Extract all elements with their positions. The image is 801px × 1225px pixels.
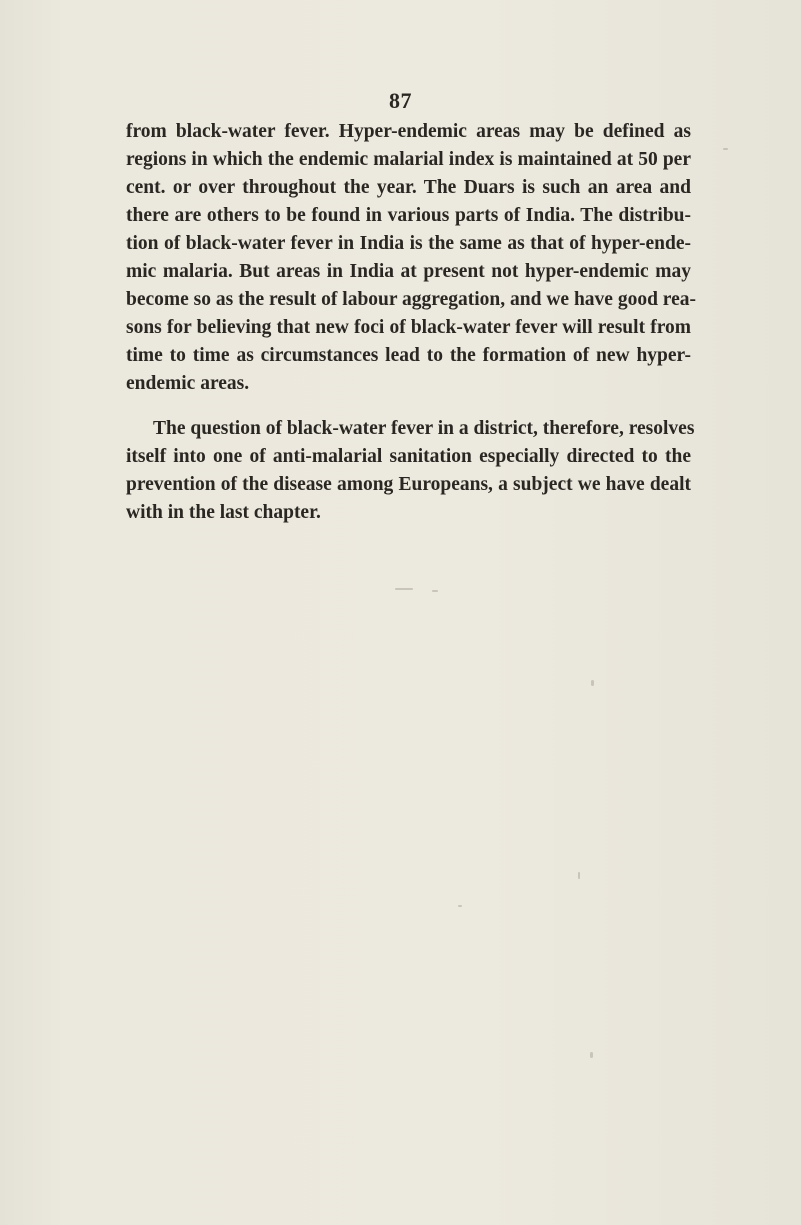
text-line: time to time as circumstances lead to the formation of new hyper- xyxy=(126,345,691,366)
text-line: regions in which the endemic malarial index is maintained at 50 per xyxy=(126,149,691,170)
print-smudge xyxy=(590,1052,593,1058)
print-smudge xyxy=(591,680,594,686)
text-line: become so as the result of labour aggregation, and we have good rea- xyxy=(126,289,696,310)
page-number: 87 xyxy=(389,88,412,113)
text-line: with in the last chapter. xyxy=(126,502,321,523)
text-line: endemic areas. xyxy=(126,373,250,394)
print-smudge xyxy=(578,872,580,879)
text-line: there are others to be found in various parts of India. The distribu- xyxy=(126,205,691,226)
text-line: itself into one of anti-malarial sanitation especially directed to the xyxy=(126,446,691,467)
text-line: from black-water fever. Hyper-endemic areas may be defined as xyxy=(126,121,691,142)
print-smudge xyxy=(432,590,438,592)
print-smudge xyxy=(723,148,728,150)
text-line: sons for believing that new foci of black-water fever will result from xyxy=(126,317,691,338)
text-line: tion of black-water fever in India is the same as that of hyper-ende- xyxy=(126,233,691,254)
text-line: prevention of the disease among Europeans, a subject we have dealt xyxy=(126,474,691,495)
text-line: mic malaria. But areas in India at present not hyper-endemic may xyxy=(126,261,691,282)
print-smudge xyxy=(395,588,413,590)
text-line: cent. or over throughout the year. The Duars is such an area and xyxy=(126,177,691,198)
text-line: The question of black-water fever in a district, therefore, resolves xyxy=(153,418,695,439)
print-smudge xyxy=(458,905,462,907)
